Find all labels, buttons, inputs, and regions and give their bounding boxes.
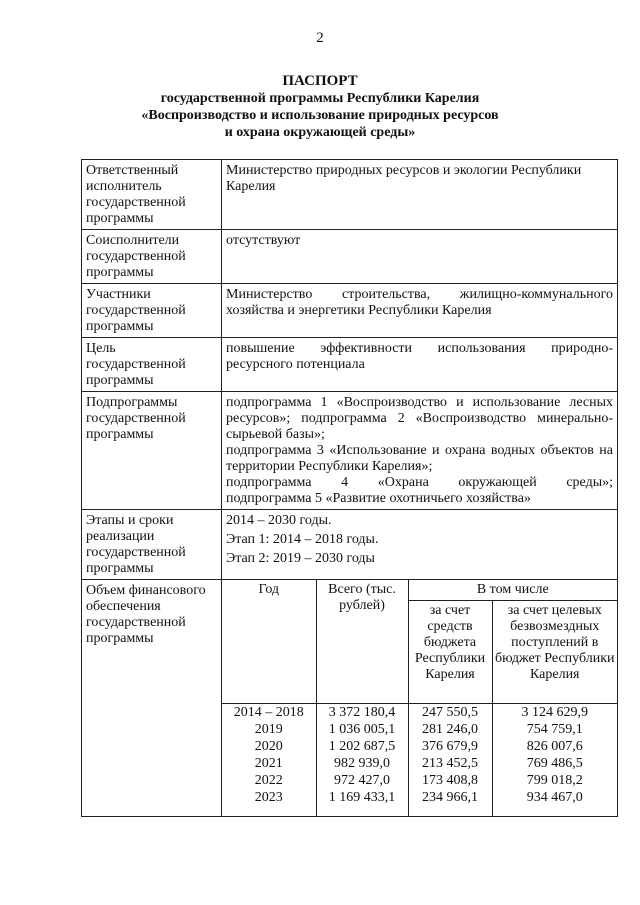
table-row [222, 755, 617, 772]
row-stages [82, 510, 618, 580]
budget-cell: 213 452,5 [408, 755, 492, 772]
subprogram-item: подпрограмма 5 «Развитие охотничьего хозяйства» [226, 491, 531, 506]
grants-cell: 799 018,2 [492, 772, 617, 789]
table-row [222, 789, 617, 816]
total-cell: 972 427,0 [316, 772, 408, 789]
col-year-header: Год [222, 580, 316, 704]
subprogram-item: подпрограмма 4 «Охрана окружающей среды»; [226, 475, 613, 490]
financing-header-row [222, 580, 617, 601]
title-line-1: ПАСПОРТ [282, 73, 358, 89]
participants-label: Участники государственной программы [82, 284, 222, 338]
grants-cell: 754 759,1 [492, 721, 617, 738]
page-number: 2 [316, 30, 324, 46]
subprograms-label: Подпрограммы государственной программы [82, 392, 222, 510]
subprogram-item: подпрограмма 1 «Воспроизводство и использование лесных ресурсов»; подпрограмма 2 «Воспроизводство минерально-сырьевой базы»; [226, 395, 613, 442]
grants-cell: 3 124 629,9 [492, 704, 617, 722]
total-cell: 1 169 433,1 [316, 789, 408, 816]
subprogram-item: подпрограмма 3 «Использование и охрана водных объектов на территории Республики Карелия»; [226, 443, 613, 474]
total-cell: 1 202 687,5 [316, 738, 408, 755]
stage-line: 2014 – 2030 годы. [226, 513, 332, 528]
executor-label: Ответственный исполнитель государственной программы [82, 160, 222, 230]
grants-cell: 934 467,0 [492, 789, 617, 816]
col-including-header: В том числе [408, 580, 617, 601]
coexecutors-value: отсутствуют [222, 230, 618, 284]
row-goal [82, 338, 618, 392]
total-cell: 3 372 180,4 [316, 704, 408, 722]
goal-label: Цель государственной программы [82, 338, 222, 392]
grants-cell: 769 486,5 [492, 755, 617, 772]
budget-cell: 234 966,1 [408, 789, 492, 816]
budget-cell: 173 408,8 [408, 772, 492, 789]
year-cell: 2019 [222, 721, 316, 738]
year-cell: 2020 [222, 738, 316, 755]
stage-line: Этап 2: 2019 – 2030 годы [226, 551, 375, 566]
row-financing [82, 580, 618, 817]
title-line-3: «Воспроизводство и использование природных ресурсов [141, 108, 499, 123]
subprograms-value [222, 392, 618, 510]
year-cell: 2021 [222, 755, 316, 772]
col-total-header: Всего (тыс. рублей) [316, 580, 408, 704]
passport-table [81, 159, 618, 817]
stages-value [222, 510, 618, 580]
title-line-2: государственной программы Республики Карелия [160, 91, 480, 106]
stage-line: Этап 1: 2014 – 2018 годы. [226, 532, 379, 547]
title-line-4: и охрана окружающей среды» [224, 125, 416, 140]
financing-value [222, 580, 618, 817]
coexecutors-label: Соисполнители государственной программы [82, 230, 222, 284]
year-cell: 2022 [222, 772, 316, 789]
table-row [222, 704, 617, 722]
participants-value: Министерство строительства, жилищно-коммунального хозяйства и энергетики Республики Карелия [222, 284, 618, 338]
table-row [222, 721, 617, 738]
row-coexecutors [82, 230, 618, 284]
stages-label: Этапы и сроки реализации государственной программы [82, 510, 222, 580]
col-grants-header: за счет целевых безвозмездных поступлений в бюджет Республики Карелия [492, 601, 617, 704]
financing-table [222, 580, 617, 816]
col-budget-header: за счет средств бюджета Республики Карелия [408, 601, 492, 704]
total-cell: 982 939,0 [316, 755, 408, 772]
budget-cell: 281 246,0 [408, 721, 492, 738]
financing-label: Объем финансового обеспечения государственной программы [82, 580, 222, 817]
year-cell: 2014 – 2018 [222, 704, 316, 722]
budget-cell: 247 550,5 [408, 704, 492, 722]
total-cell: 1 036 005,1 [316, 721, 408, 738]
document-title [0, 73, 640, 141]
row-participants [82, 284, 618, 338]
table-row [222, 738, 617, 755]
year-cell: 2023 [222, 789, 316, 816]
grants-cell: 826 007,6 [492, 738, 617, 755]
row-subprograms [82, 392, 618, 510]
budget-cell: 376 679,9 [408, 738, 492, 755]
table-row [222, 772, 617, 789]
row-executor [82, 160, 618, 230]
goal-value: повышение эффективности использования природно-ресурсного потенциала [222, 338, 618, 392]
executor-value: Министерство природных ресурсов и экологии Республики Карелия [222, 160, 618, 230]
